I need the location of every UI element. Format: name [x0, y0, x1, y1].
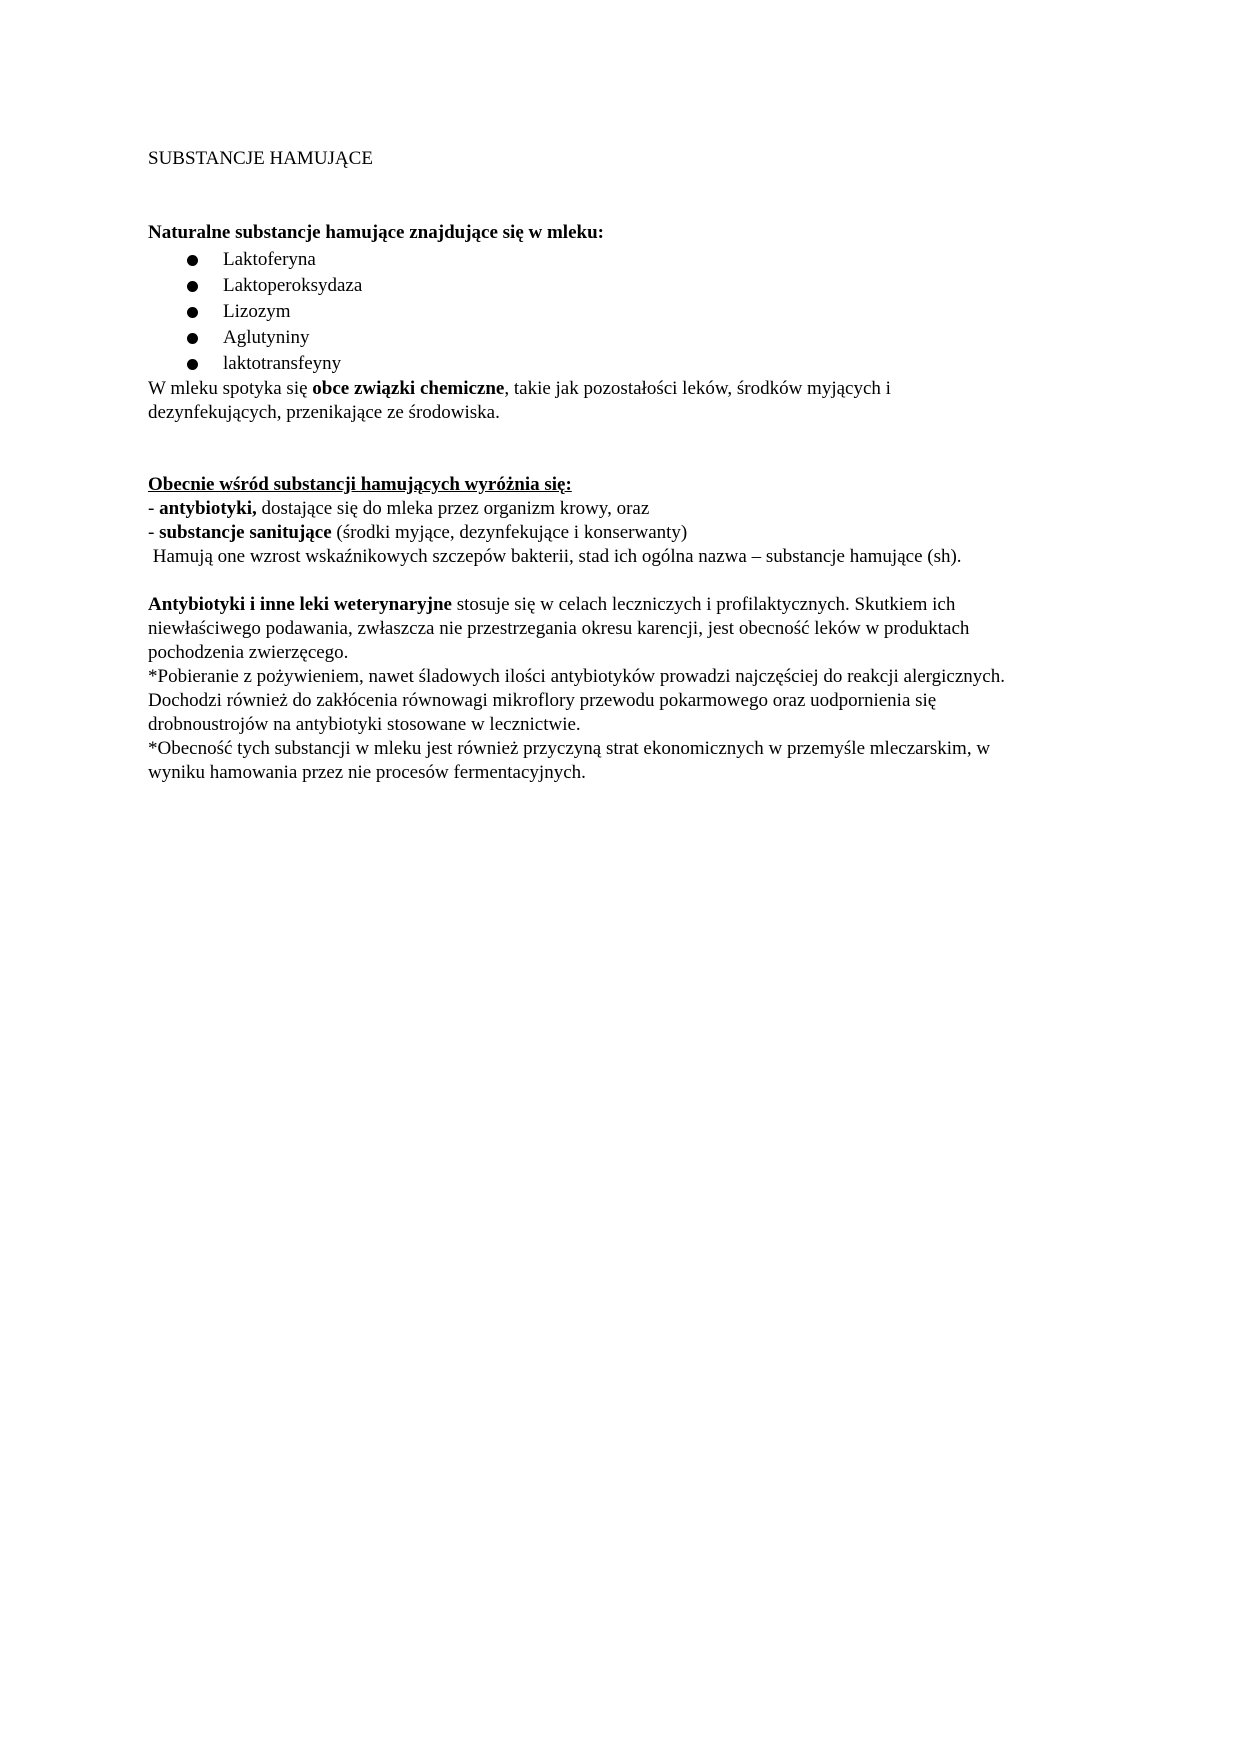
inhibition-paragraph: Hamują one wzrost wskaźnikowych szczepów bakterii, stad ich ogólna nazwa – substancje hamujące (sh).: [148, 546, 962, 567]
list-item: Lizozym: [148, 299, 1008, 325]
bullet-icon: [187, 333, 198, 344]
list-item: laktotransfeyny: [148, 351, 1008, 377]
foreign-compounds-paragraph: W mleku spotyka się obce związki chemiczne, takie jak pozostałości leków, środków myjących i dezynfekujących, przenikające ze środowiska.: [148, 378, 891, 423]
list-item: Aglutyniny: [148, 325, 1008, 351]
bullet-icon: [187, 307, 198, 318]
spacer: [148, 569, 1008, 593]
bullet-icon: [187, 255, 198, 266]
present-substances-heading: Obecnie wśród substancji hamujących wyróżnia się:: [148, 474, 572, 495]
list-item: Laktoferyna: [148, 247, 1008, 273]
bullet-icon: [187, 281, 198, 292]
allergy-note: *Pobieranie z pożywieniem, nawet śladowych ilości antybiotyków prowadzi najczęściej do reakcji alergicznych. Dochodzi również do zakłócenia równowagi mikroflory przewodu pokarmowego oraz uodpornienia się drobnoustrojów na antybiotyki stosowane w lecznictwie.: [148, 666, 1005, 735]
antibiotics-paragraph: Antybiotyki i inne leki weterynaryjne stosuje się w celach leczniczych i profilaktycznych. Skutkiem ich niewłaściwego podawania, zwłaszcza nie przestrzegania okresu karencji, jest obecność leków w produktach pochodzenia zwierzęcego.: [148, 594, 970, 663]
list-item: Laktoperoksydaza: [148, 273, 1008, 299]
natural-substances-list: [148, 247, 1008, 377]
antibiotics-line: - antybiotyki, dostające się do mleka przez organizm krowy, oraz: [148, 498, 650, 519]
sanitizing-substances-line: - substancje sanitujące (środki myjące, dezynfekujące i konserwanty): [148, 522, 688, 543]
natural-substances-heading: Naturalne substancje hamujące znajdujące się w mleku:: [148, 222, 604, 243]
economic-note: *Obecność tych substancji w mleku jest również przyczyną strat ekonomicznych w przemyśle mleczarskim, w wyniku hamowania przez nie procesów fermentacyjnych.: [148, 738, 991, 783]
bullet-icon: [187, 359, 198, 370]
document-body: [148, 147, 1008, 785]
page-title: SUBSTANCJE HAMUJĄCE: [148, 148, 373, 169]
